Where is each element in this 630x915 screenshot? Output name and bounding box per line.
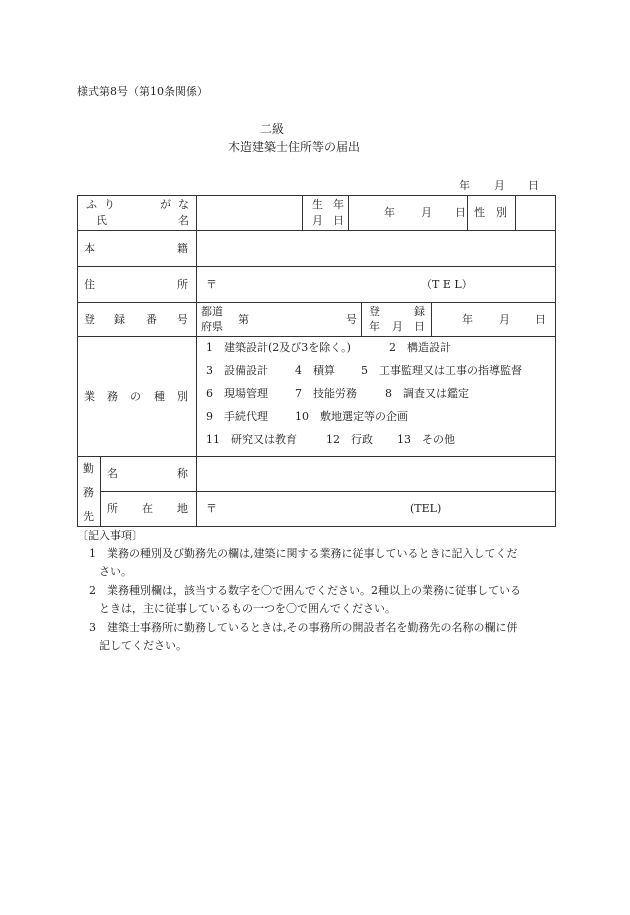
- row-divider: [100, 491, 556, 492]
- honseki-label-b: 籍: [177, 242, 188, 255]
- furigana-label-d: な: [178, 198, 189, 211]
- reg-no-label-d: 号: [177, 313, 188, 326]
- table-border-bottom: [77, 526, 556, 527]
- birth-label-top-a: 生: [312, 198, 323, 211]
- workplace-loc-label-c: 地: [177, 502, 188, 515]
- title-grade: 二級: [260, 122, 285, 136]
- note-line: ときは，主に従事しているもの一つを〇で囲んでください。: [99, 602, 396, 615]
- workplace-label-c: 先: [83, 510, 94, 523]
- business-option-13[interactable]: 13 その他: [397, 433, 455, 446]
- honseki-label-a: 本: [84, 242, 95, 255]
- prefecture-label-bottom: 府県: [201, 320, 223, 333]
- reg-no-label-a: 登: [84, 313, 95, 326]
- table-border-left: [77, 195, 78, 527]
- business-label-d: 種: [154, 390, 165, 403]
- birth-month: 月: [421, 206, 432, 219]
- column-divider: [431, 302, 432, 336]
- workplace-postal-mark: 〒: [206, 502, 217, 515]
- address-label-a: 住: [84, 278, 95, 291]
- business-option-11[interactable]: 11 研究又は教育: [206, 433, 297, 446]
- business-option-9[interactable]: 9 手続代理: [206, 410, 268, 423]
- reg-date-label-bottom-b: 月: [392, 320, 403, 333]
- row-divider: [77, 230, 556, 231]
- reg-day: 日: [535, 313, 546, 326]
- reg-month: 月: [499, 313, 510, 326]
- note-line: 2 業務種別欄は，該当する数字を〇で囲んでください。2種以上の業務に従事している: [89, 584, 521, 597]
- column-divider: [100, 456, 101, 526]
- row-divider: [77, 302, 556, 303]
- business-option-10[interactable]: 10 敷地選定等の企画: [295, 410, 408, 423]
- business-label-c: の: [130, 390, 141, 403]
- sex-label-a: 性: [474, 206, 485, 219]
- reg-no-label-b: 録: [114, 313, 125, 326]
- note-line: 3 建築士事務所に勤務しているときは,その事務所の開設者名を勤務先の名称の欄に併: [89, 621, 518, 634]
- reg-date-label-top-a: 登: [369, 305, 380, 318]
- column-divider: [515, 195, 516, 230]
- workplace-label-a: 勤: [83, 462, 94, 475]
- column-divider: [196, 195, 197, 456]
- column-divider: [361, 302, 362, 336]
- column-divider: [302, 195, 303, 230]
- note-line: 1 業務の種別及び勤務先の欄は,建築に関する業務に従事しているときに記入してくだ: [89, 547, 518, 560]
- furigana-label-a: ふ: [86, 198, 97, 211]
- reg-date-label-bottom-c: 日: [414, 320, 425, 333]
- business-option-4[interactable]: 4 積算: [295, 364, 335, 377]
- note-line: 記してください。: [99, 639, 187, 652]
- workplace-loc-label-a: 所: [107, 502, 118, 515]
- address-tel: （T E L）: [421, 278, 473, 291]
- workplace-loc-label-b: 在: [142, 502, 153, 515]
- business-option-1[interactable]: 1 建築設計(2及び3を除く。): [206, 341, 351, 354]
- reg-go: 号: [346, 313, 357, 326]
- business-option-5[interactable]: 5 工事監理又は工事の指導監督: [361, 364, 522, 377]
- name-label-b: 名: [178, 214, 189, 227]
- row-divider: [77, 456, 556, 457]
- birth-label-bottom-b: 日: [333, 214, 344, 227]
- reg-date-label-top-b: 録: [414, 305, 425, 318]
- workplace-name-label-a: 名: [107, 467, 118, 480]
- table-border-right: [555, 195, 556, 527]
- business-label-e: 別: [177, 390, 188, 403]
- reg-no-label-c: 番: [146, 313, 157, 326]
- business-option-7[interactable]: 7 技能労務: [295, 387, 357, 400]
- workplace-tel: (TEL): [410, 502, 442, 515]
- workplace-name-label-b: 称: [177, 467, 188, 480]
- row-divider: [77, 336, 556, 337]
- date-day: 日: [528, 179, 539, 192]
- business-option-8[interactable]: 8 調査又は鑑定: [385, 387, 469, 400]
- prefecture-label-top: 都道: [201, 305, 223, 318]
- sex-label-b: 別: [496, 206, 507, 219]
- column-divider: [467, 195, 468, 230]
- business-label-a: 業: [84, 390, 95, 403]
- business-option-12[interactable]: 12 行政: [326, 433, 373, 446]
- column-divider: [348, 195, 349, 230]
- reg-year: 年: [462, 313, 473, 326]
- furigana-label-c: が: [160, 198, 171, 211]
- business-option-2[interactable]: 2 構造設計: [389, 341, 451, 354]
- reg-dai: 第: [238, 313, 249, 326]
- notes-heading: 〔記入事項〕: [77, 529, 143, 542]
- reg-date-label-bottom-a: 年: [369, 320, 380, 333]
- date-month: 月: [494, 179, 505, 192]
- birth-label-top-b: 年: [333, 198, 344, 211]
- row-divider: [77, 266, 556, 267]
- birth-year: 年: [384, 206, 395, 219]
- postal-mark: 〒: [206, 278, 217, 291]
- form-number: 様式第8号（第10条関係）: [77, 85, 208, 98]
- business-label-b: 務: [107, 390, 118, 403]
- workplace-label-b: 務: [83, 486, 94, 499]
- column-divider: [196, 456, 197, 526]
- business-option-6[interactable]: 6 現場管理: [206, 387, 268, 400]
- note-line: さい。: [99, 565, 132, 578]
- furigana-label-b: り: [104, 198, 115, 211]
- birth-label-bottom-a: 月: [312, 214, 323, 227]
- page-title: 木造建築士住所等の届出: [228, 140, 361, 154]
- name-label-a: 氏: [96, 214, 107, 227]
- birth-day: 日: [455, 206, 466, 219]
- table-border-top: [77, 195, 556, 196]
- address-label-b: 所: [177, 278, 188, 291]
- date-year: 年: [459, 179, 470, 192]
- business-option-3[interactable]: 3 設備設計: [206, 364, 268, 377]
